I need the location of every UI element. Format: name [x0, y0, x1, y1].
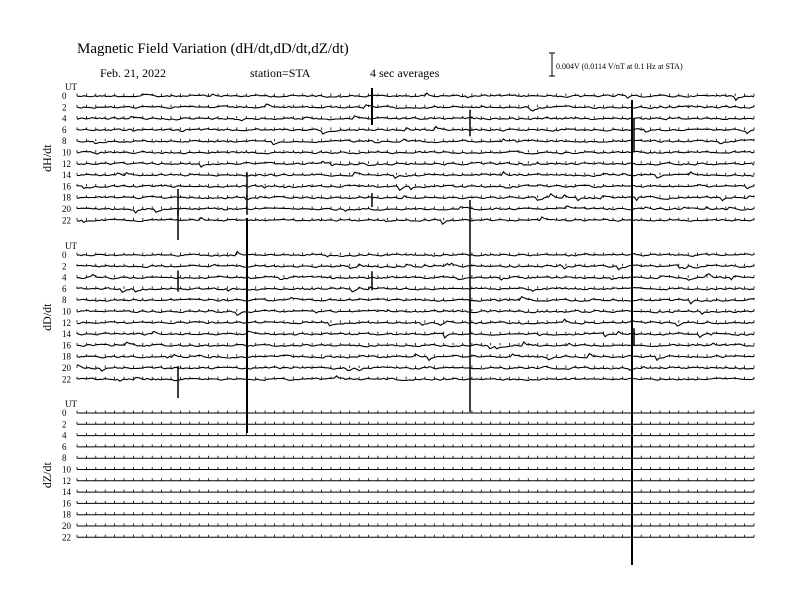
- row-label: 18: [62, 351, 71, 362]
- row-label: 14: [62, 170, 71, 181]
- row-label: 6: [62, 283, 67, 294]
- row-label: 6: [62, 441, 67, 452]
- row-label: 4: [62, 430, 67, 441]
- time-axis-label: UT: [65, 241, 77, 251]
- hour-ticks: [77, 161, 754, 164]
- row-label: 18: [62, 509, 71, 520]
- row-label: 12: [62, 317, 71, 328]
- hour-ticks: [77, 332, 754, 335]
- scale-bar: [549, 53, 555, 76]
- station-label: station=STA: [250, 66, 311, 80]
- row-label: 20: [62, 363, 71, 373]
- row-label: 10: [62, 306, 71, 317]
- panel-2: [40, 241, 754, 384]
- row-label: 14: [62, 487, 71, 498]
- row-label: 8: [62, 136, 67, 147]
- chart-title: Magnetic Field Variation (dH/dt,dD/dt,dZ/dt): [77, 41, 349, 57]
- row-label: 12: [62, 158, 71, 169]
- row-label: 8: [62, 453, 67, 464]
- row-label: 6: [62, 124, 67, 135]
- row-label: 0: [62, 91, 67, 101]
- row-label: 10: [62, 464, 71, 475]
- row-label: 4: [62, 113, 67, 124]
- panel-1: [40, 82, 754, 225]
- row-label: 8: [62, 295, 67, 306]
- time-axis-label: UT: [65, 399, 77, 409]
- row-label: 10: [62, 147, 71, 158]
- panel-ylabel: dD/dt: [40, 303, 54, 331]
- date-label: Feb. 21, 2022: [100, 66, 166, 80]
- row-label: 2: [62, 102, 67, 113]
- row-label: 14: [62, 329, 71, 340]
- row-label: 22: [62, 374, 71, 385]
- panel-3: [40, 399, 754, 542]
- panel-ylabel: dH/dt: [40, 144, 54, 172]
- row-label: 0: [62, 408, 67, 418]
- time-axis-label: UT: [65, 82, 77, 92]
- row-label: 12: [62, 475, 71, 486]
- row-label: 2: [62, 261, 67, 272]
- row-label: 16: [62, 340, 71, 351]
- row-label: 22: [62, 532, 71, 543]
- scale-note: 0.004V (0.0114 V/nT at 0.1 Hz at STA): [556, 62, 683, 71]
- averaging-label: 4 sec averages: [370, 66, 440, 80]
- row-label: 22: [62, 215, 71, 226]
- long-spikes: [178, 88, 632, 565]
- row-label: 18: [62, 192, 71, 203]
- row-label: 20: [62, 521, 71, 531]
- row-label: 2: [62, 419, 67, 430]
- row-label: 20: [62, 204, 71, 214]
- row-label: 0: [62, 250, 67, 260]
- hour-ticks: [77, 309, 754, 312]
- row-label: 16: [62, 181, 71, 192]
- row-label: 4: [62, 272, 67, 283]
- panel-ylabel: dZ/dt: [40, 462, 54, 489]
- row-label: 16: [62, 498, 71, 509]
- hour-ticks: [77, 150, 754, 153]
